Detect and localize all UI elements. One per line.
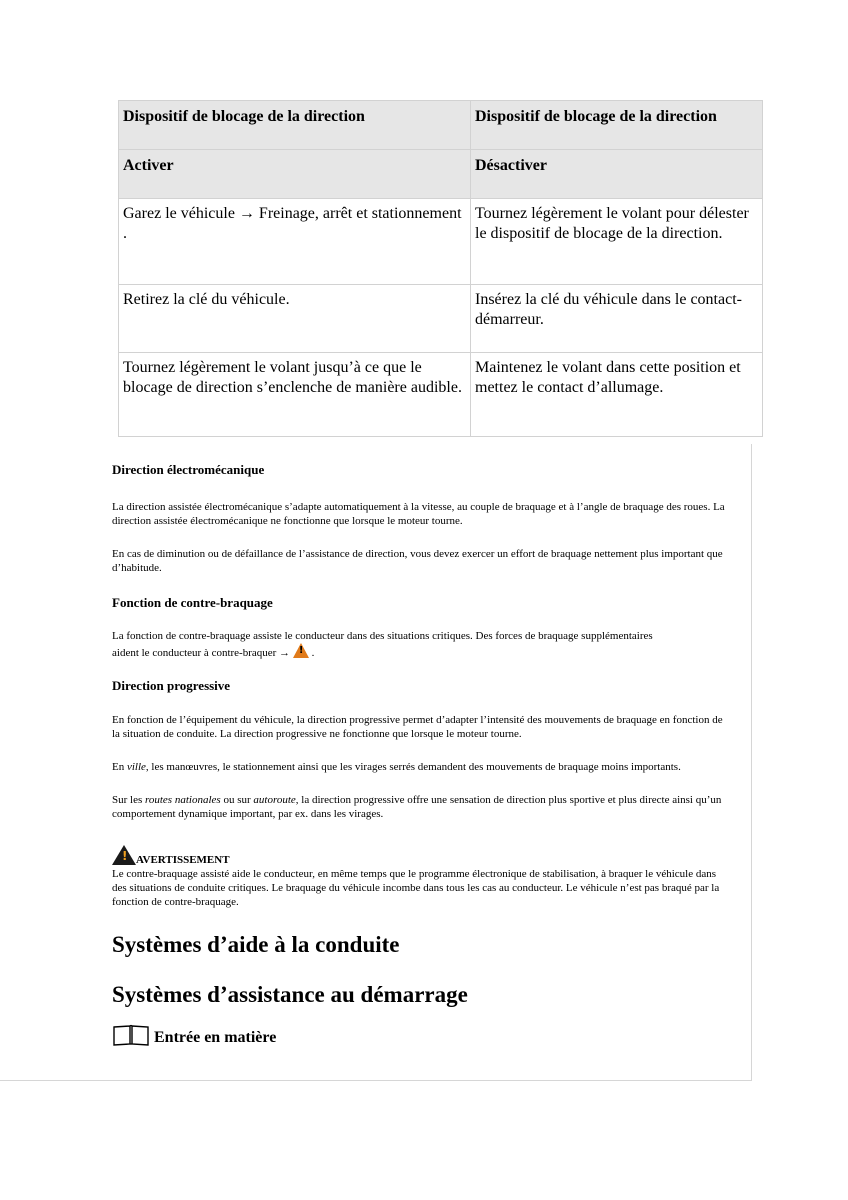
- section-title-progressive: Direction progressive: [112, 678, 231, 693]
- warning-block: [112, 845, 732, 909]
- emphasis: routes nationales: [145, 794, 221, 806]
- table-cell: Maintenez le volant dans cette position et mettez le contact d’allumage.: [471, 353, 763, 437]
- table-cell: Retirez la clé du véhicule.: [119, 285, 471, 353]
- paragraph: La direction assistée électromécanique s’adapte automatiquement à la vitesse, au couple de braquage et à l’angle de braquage des roues. La direction assistée électromécanique ne fonctionne que lorsque le moteur tourne.: [112, 501, 725, 527]
- table-cell: Tournez légèrement le volant jusqu’à ce que le blocage de direction s’enclenche de manière audible.: [119, 353, 471, 437]
- steering-lock-table: [118, 100, 763, 437]
- activate-header: Activer: [119, 150, 471, 199]
- section-title-electromechanical: Direction électromécanique: [112, 462, 265, 477]
- text-run: Sur les: [112, 794, 145, 806]
- heading-startup-assistance: Systèmes d’assistance au démarrage: [112, 982, 468, 1007]
- paragraph: [112, 793, 732, 821]
- intro-heading: [112, 1024, 732, 1048]
- warning-triangle-icon[interactable]: !: [293, 643, 309, 658]
- intro-heading-label: Entrée en matière: [154, 1029, 277, 1046]
- warning-label: AVERTISSEMENT: [136, 854, 230, 866]
- table-row: [119, 199, 763, 285]
- warning-text: Le contre-braquage assisté aide le conducteur, en même temps que le programme électronique de stabilisation, à braquer le véhicule dans des situations de conduite critiques. Le braquage du véhicule incombe dans tous les cas au conducteur. Le véhicule n’est pas braqué par la fonction de contre-braquage.: [112, 868, 720, 908]
- paragraph: En fonction de l’équipement du véhicule, la direction progressive permet d’adapter l’intensité des mouvements de braquage en fonction de la situation de conduite. La direction progressive ne fonctionne que lorsque le moteur tourne.: [112, 714, 723, 740]
- table-row: [119, 353, 763, 437]
- text-run: En: [112, 761, 127, 773]
- warning-triangle-icon: !: [112, 845, 136, 865]
- heading-driving-assistance: Systèmes d’aide à la conduite: [112, 932, 400, 957]
- table-cell: Tournez légèrement le volant pour délester le dispositif de blocage de la direction.: [471, 199, 763, 285]
- page-frame-right: [751, 444, 752, 1081]
- book-icon: [112, 1024, 150, 1046]
- paragraph: En cas de diminution ou de défaillance de l’assistance de direction, vous devez exercer un effort de braquage nettement plus important que d’habitude.: [112, 548, 723, 574]
- paragraph: [112, 760, 732, 774]
- table-cell: Insérez la clé du véhicule dans le contact-démarreur.: [471, 285, 763, 353]
- table-row: [119, 285, 763, 353]
- emphasis: ville: [126, 761, 146, 773]
- deactivate-header: Désactiver: [471, 150, 763, 199]
- page-frame-bottom: [0, 1080, 752, 1081]
- warning-heading: [112, 845, 732, 867]
- text-run: ou sur: [220, 794, 254, 806]
- table-header-cell: Dispositif de blocage de la direction: [471, 101, 763, 150]
- table-cell: Garez le véhicule → Freinage, arrêt et stationnement .: [119, 199, 471, 285]
- paragraph-line: La fonction de contre-braquage assiste le conducteur dans des situations critiques. Des forces de braquage supplémentaires: [112, 630, 653, 642]
- emphasis: autoroute: [253, 794, 296, 806]
- section-title-countersteer: Fonction de contre-braquage: [112, 595, 273, 610]
- paragraph-end: .: [308, 647, 315, 659]
- main-content: [112, 462, 732, 1048]
- paragraph-line: aident le conducteur à contre-braquer →: [112, 647, 291, 659]
- table-header-cell: Dispositif de blocage de la direction: [119, 101, 471, 150]
- table-header-row: [119, 101, 763, 150]
- text-run: , les manœuvres, le stationnement ainsi que les virages serrés demandent des mouvements de braquage moins importants.: [145, 761, 681, 773]
- text-run: , la direction progressive offre une sensation de direction plus sportive et plus directe ainsi qu’un comportement dynamique important, par ex. dans les virages.: [112, 794, 722, 820]
- table-subheader-row: [119, 150, 763, 199]
- paragraph: [112, 629, 732, 660]
